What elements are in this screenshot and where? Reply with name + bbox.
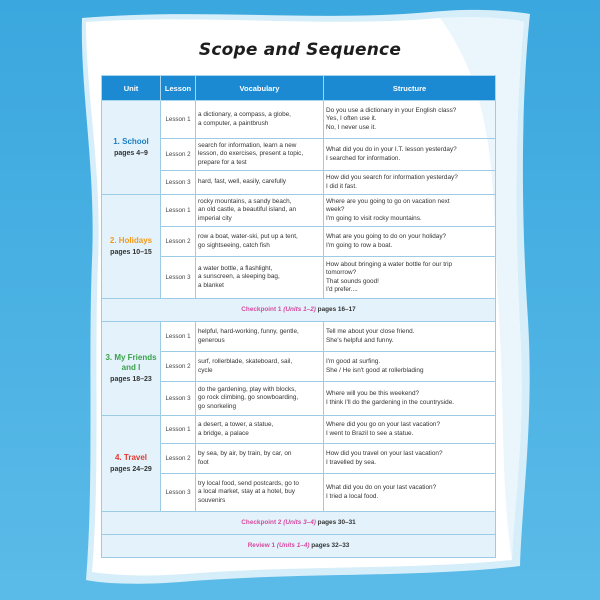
vocab-cell (196, 171, 324, 195)
structure-cell (324, 352, 496, 382)
vocab-line: a desert, a tower, a statue, (198, 421, 274, 429)
review-units: (Units 1–4) (276, 541, 310, 549)
table-row (102, 257, 496, 299)
header-lesson: Lesson (161, 76, 196, 101)
vocab-line: rocky mountains, a sandy beach, (198, 198, 292, 206)
vocab-line: do the gardening, play with blocks, (198, 386, 297, 394)
structure-line: week? (326, 206, 345, 214)
structure-cell (324, 101, 496, 139)
vocab-cell (196, 195, 324, 227)
lesson-label: Lesson 1 (161, 322, 196, 352)
lesson-label: Lesson 3 (161, 171, 196, 195)
vocab-cell (196, 322, 324, 352)
structure-line: Where will you be this weekend? (326, 390, 420, 398)
table-row (102, 444, 496, 474)
vocab-line: go sightseeing, catch fish (198, 241, 270, 249)
lesson-label: Lesson 1 (161, 101, 196, 139)
unit-4-cell (102, 416, 161, 512)
structure-cell (324, 227, 496, 257)
header-unit: Unit (102, 76, 161, 101)
header-structure: Structure (324, 76, 496, 101)
table-row (102, 322, 496, 352)
structure-line: How did you travel on your last vacation? (326, 450, 443, 458)
structure-cell (324, 382, 496, 416)
structure-line: How about bringing a water bottle for our trip (326, 261, 453, 269)
vocab-line: a dictionary, a compass, a globe, (198, 111, 291, 119)
structure-line: That sounds good! (326, 277, 379, 285)
vocab-line: surf, rollerblade, skateboard, sail, (198, 358, 293, 366)
checkpoint-units: (Units 1–2) (283, 305, 316, 313)
structure-line: Where did you go on your last vacation? (326, 421, 441, 429)
table-row (102, 171, 496, 195)
vocab-cell (196, 382, 324, 416)
vocab-line: try local food, send postcards, go to (198, 480, 299, 488)
vocab-cell (196, 352, 324, 382)
checkpoint-pages: pages 30–31 (317, 518, 356, 526)
lesson-label: Lesson 2 (161, 352, 196, 382)
vocab-line: go rock climbing, go snowboarding, (198, 394, 299, 402)
review-1-cell (102, 535, 496, 558)
review-pages: pages 32–33 (311, 541, 350, 549)
structure-line: I'm going to visit rocky mountains. (326, 214, 422, 222)
lesson-label: Lesson 3 (161, 257, 196, 299)
vocab-cell (196, 416, 324, 444)
lesson-label: Lesson 2 (161, 139, 196, 171)
header-vocabulary: Vocabulary (196, 76, 324, 101)
structure-line: Do you use a dictionary in your English class? (326, 107, 457, 115)
vocab-line: by sea, by air, by train, by car, on (198, 450, 292, 458)
structure-cell (324, 171, 496, 195)
structure-line: Yes, I often use it. (326, 115, 377, 123)
structure-cell (324, 474, 496, 512)
lesson-label: Lesson 2 (161, 227, 196, 257)
lesson-label: Lesson 1 (161, 195, 196, 227)
vocab-line: foot (198, 458, 209, 466)
unit-2-cell (102, 195, 161, 299)
unit-1-cell (102, 101, 161, 195)
structure-line: tomorrow? (326, 269, 357, 277)
checkpoint-row (102, 299, 496, 322)
structure-line: What are you going to do on your holiday? (326, 233, 447, 241)
structure-line: What did you do on your last vacation? (326, 484, 437, 492)
review-label: Review 1 (247, 541, 276, 549)
lesson-label: Lesson 3 (161, 382, 196, 416)
checkpoint-pages: pages 16–17 (317, 305, 356, 313)
unit-1-name: 1. School (113, 136, 149, 146)
unit-3-cell (102, 322, 161, 416)
unit-4-name: 4. Travel (114, 452, 148, 462)
vocab-line: search for information, learn a new (198, 142, 297, 150)
structure-line: Where are you going to go on vacation next (326, 198, 450, 206)
structure-cell (324, 444, 496, 474)
unit-2-pages: pages 10–15 (110, 248, 152, 256)
structure-line: I travelled by sea. (326, 458, 377, 466)
vocab-line: a computer, a paintbrush (198, 119, 269, 127)
vocab-line: lesson, do exercises, present a topic, (198, 150, 304, 158)
structure-cell (324, 257, 496, 299)
table-row (102, 101, 496, 139)
checkpoint-2-cell (102, 512, 496, 535)
checkpoint-row (102, 512, 496, 535)
table-row (102, 382, 496, 416)
unit-1-pages: pages 4–9 (114, 149, 148, 157)
unit-3-name: 3. My Friends and I (105, 352, 157, 372)
vocab-line: generous (198, 336, 225, 344)
vocab-line: souvenirs (198, 496, 226, 504)
unit-3-pages: pages 18–23 (110, 375, 152, 383)
structure-cell (324, 416, 496, 444)
structure-line: I'm going to row a boat. (326, 241, 393, 249)
vocab-line: cycle (198, 366, 213, 374)
table-row (102, 195, 496, 227)
unit-2-name: 2. Holidays (109, 235, 153, 245)
structure-line: I tried a local food. (326, 492, 379, 500)
table-header-row (102, 76, 496, 101)
table-row (102, 352, 496, 382)
structure-cell (324, 322, 496, 352)
vocab-line: hard, fast, well, easily, carefully (198, 178, 286, 186)
checkpoint-units: (Units 3–4) (283, 518, 316, 526)
structure-line: Tell me about your close friend. (326, 328, 415, 336)
vocab-cell (196, 101, 324, 139)
vocab-cell (196, 227, 324, 257)
structure-line: I'm good at surfing. (326, 358, 381, 366)
checkpoint-row (102, 535, 496, 558)
vocab-line: a bridge, a palace (198, 429, 249, 437)
table-row (102, 474, 496, 512)
structure-cell (324, 195, 496, 227)
checkpoint-label: Checkpoint 1 (241, 305, 282, 313)
vocab-line: a local market, stay at a hotel, buy (198, 488, 295, 496)
vocab-line: an old castle, a beautiful island, an (198, 206, 297, 214)
vocab-line: helpful, hard-working, funny, gentle, (198, 328, 299, 336)
lesson-label: Lesson 2 (161, 444, 196, 474)
structure-line: How did you search for information yesterday? (326, 174, 458, 182)
structure-line: I searched for information. (326, 154, 401, 162)
vocab-line: go snorkeling (198, 402, 237, 410)
structure-line: She's helpful and funny. (326, 336, 394, 344)
lesson-label: Lesson 1 (161, 416, 196, 444)
vocab-cell (196, 257, 324, 299)
structure-cell (324, 139, 496, 171)
vocab-line: a sunscreen, a sleeping bag, (198, 273, 280, 281)
vocab-line: a blanket (198, 281, 224, 289)
table-row (102, 416, 496, 444)
structure-line: I'd prefer.... (326, 285, 358, 293)
vocab-line: prepare for a test (198, 158, 247, 166)
vocab-cell (196, 474, 324, 512)
scope-table (101, 75, 496, 558)
vocab-line: imperial city (198, 214, 232, 222)
checkpoint-label: Checkpoint 2 (241, 518, 282, 526)
lesson-label: Lesson 3 (161, 474, 196, 512)
page-title: Scope and Sequence (198, 40, 402, 60)
structure-line: I think I'll do the gardening in the countryside. (326, 398, 455, 406)
structure-line: She / He isn't good at rollerblading (326, 366, 424, 374)
checkpoint-1-cell (102, 299, 496, 322)
unit-4-pages: pages 24–29 (110, 465, 152, 473)
structure-line: I did it fast. (326, 182, 357, 190)
vocab-line: row a boat, water-ski, put up a tent, (198, 233, 298, 241)
table-row (102, 227, 496, 257)
structure-line: No, I never use it. (326, 123, 377, 131)
table-row (102, 139, 496, 171)
structure-line: What did you do in your I.T. lesson yesterday? (326, 146, 457, 154)
vocab-line: a water bottle, a flashlight, (198, 265, 273, 273)
structure-line: I went to Brazil to see a statue. (326, 429, 414, 437)
vocab-cell (196, 444, 324, 474)
vocab-cell (196, 139, 324, 171)
